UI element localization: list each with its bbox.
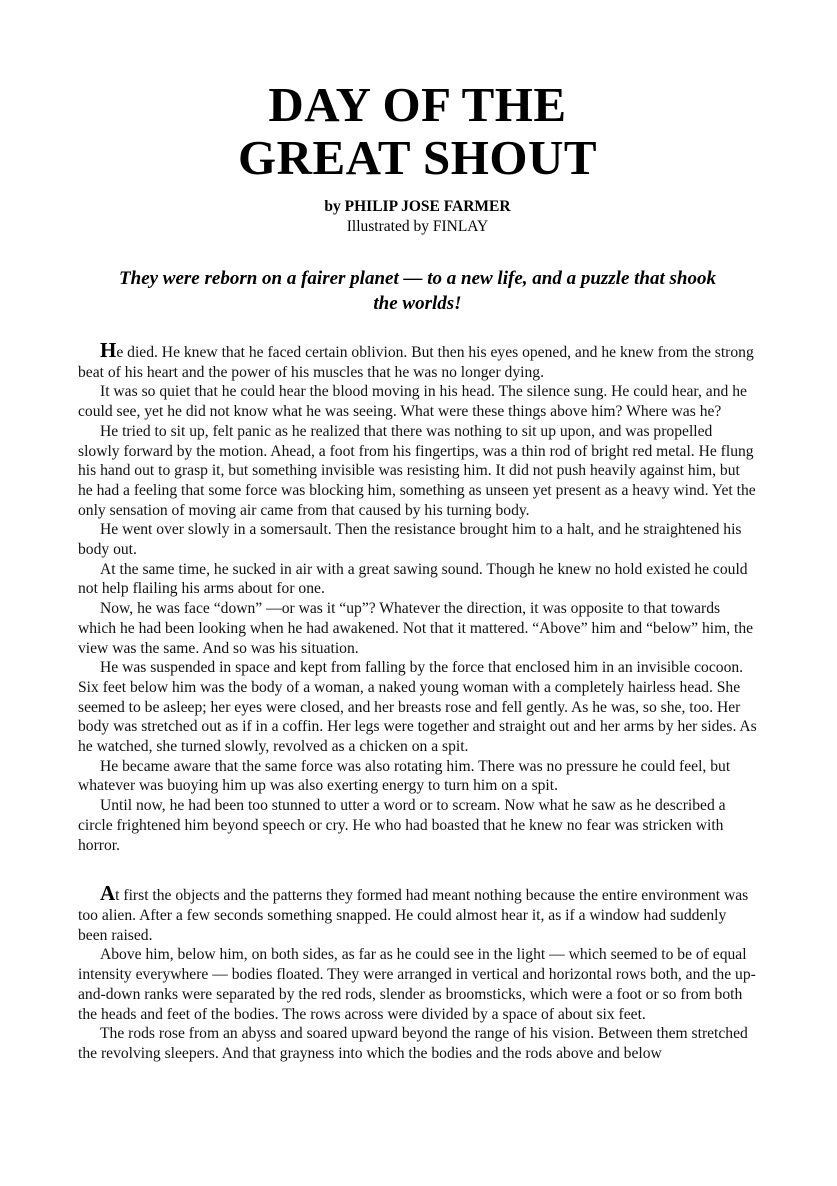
- paragraph: [78, 881, 757, 945]
- paragraph: [78, 338, 757, 382]
- dropcap-letter: A: [100, 881, 116, 906]
- paragraph: He went over slowly in a somersault. Then the resistance brought him to a halt, and he straightened his body out.: [78, 521, 742, 559]
- paragraph: At the same time, he sucked in air with a great sawing sound. Though he knew no hold existed he could not help flailing his arms about for one.: [78, 560, 748, 598]
- paragraph: The rods rose from an abyss and soared upward beyond the range of his vision. Between them stretched the revolving sleepers. And that grayness into which the bodies and the rods above and below: [78, 1025, 748, 1062]
- paragraph: Above him, below him, on both sides, as far as he could see in the light — which seemed to be of equal intensity everywhere — bodies floated. They were arranged in vertical and horizontal rows both, and the up-and-down ranks were separated by the red rods, slender as broomsticks, which were a foot or so from both the heads and feet of the bodies. The rows across were divided by a space of about six feet.: [78, 946, 756, 1023]
- page-title-line-1: DAY OF THE: [268, 77, 567, 132]
- paragraph-text: t first the objects and the patterns they formed had meant nothing because the entire environment was too alien. After a few seconds something snapped. He could almost hear it, as if a window had suddenly been raised.: [78, 887, 749, 944]
- illustrator-credit: Illustrated by FINLAY: [346, 218, 489, 235]
- story-blurb: They were reborn on a fairer planet — to a new life, and a puzzle that shook the worlds!: [119, 268, 716, 314]
- paragraph: Until now, he had been too stunned to utter a word or to scream. Now what he saw as he described a circle frightened him beyond speech or cry. He who had boasted that he knew no fear was stricken with horror.: [78, 797, 726, 854]
- paragraph: It was so quiet that he could hear the blood moving in his head. The silence sung. He could hear, and he could see, yet he did not know what he was seeing. What were these things above him? Where was he?: [78, 383, 747, 421]
- paragraph: He was suspended in space and kept from falling by the force that enclosed him in an invisible cocoon. Six feet below him was the body of a woman, a naked young woman with a completely hairless head. She seemed to be asleep; her eyes were closed, and her breasts rose and fell gently. As he was, so she, too. Her body was stretched out as if in a coffin. Her legs were together and straight out and her arms by her sides. As he watched, she turned slowly, revolved as a chicken on a spit.: [78, 659, 757, 756]
- paragraph: He became aware that the same force was also rotating him. There was no pressure he could feel, but whatever was buoying him up was also exerting energy to turn him on a spit.: [78, 757, 731, 795]
- story-body: [78, 338, 757, 1064]
- page-title-line-2: GREAT SHOUT: [237, 130, 598, 185]
- paragraph: Now, he was face “down” —or was it “up”? Whatever the direction, it was opposite to that towards which he had been looking when he had awakened. Not that it mattered. “Above” him and “below” him, the view was the same. And so was his situation.: [78, 600, 754, 657]
- page-title: [78, 78, 757, 184]
- paragraph: He tried to sit up, felt panic as he realized that there was nothing to sit up upon, and was propelled slowly forward by the motion. Ahead, a foot from his fingertips, was a thin rod of bright red metal. He flung his hand out to grasp it, but something invisible was resisting him. It did not push heavily against him, but he had a feeling that some force was blocking him, something as unseen yet present as a heavy wind. Yet the only sensation of moving air came from that caused by his turning body.: [78, 422, 756, 519]
- section-break: [78, 855, 757, 886]
- paragraph-text: e died. He knew that he faced certain oblivion. But then his eyes opened, and he knew from the strong beat of his heart and the power of his muscles that he was no longer dying.: [78, 344, 754, 381]
- author-byline: by PHILIP JOSE FARMER: [324, 198, 511, 215]
- dropcap-letter: H: [100, 338, 117, 362]
- title-block: [78, 0, 757, 236]
